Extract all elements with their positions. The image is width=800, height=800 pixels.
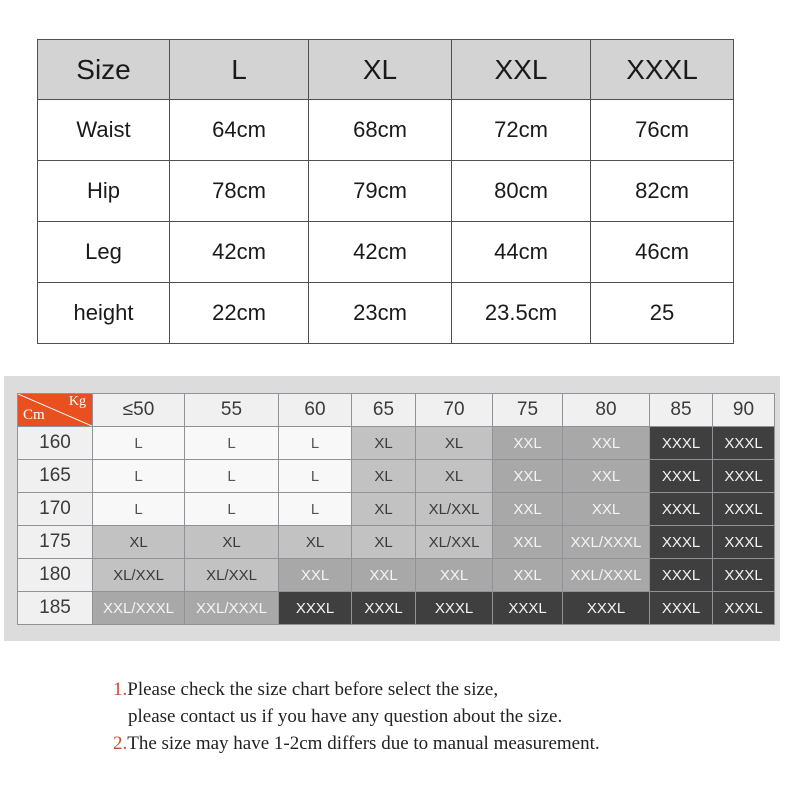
size-cell: L <box>185 460 279 493</box>
size-cell: XXXL <box>650 526 713 559</box>
size-header-xl: XL <box>309 40 452 100</box>
note-1-number: 1. <box>113 679 128 700</box>
size-cell: L <box>279 427 352 460</box>
size-cell: XL/XXL <box>93 559 185 592</box>
chart-row <box>18 592 775 625</box>
note-1-text: Please check the size chart before select the size, <box>127 679 499 700</box>
size-cell: XXXL <box>713 526 775 559</box>
kg-unit-label: Kg <box>68 394 86 409</box>
weight-header-cell: 80 <box>563 394 650 427</box>
size-cell: XXL/XXXL <box>563 526 650 559</box>
size-cell: L <box>93 460 185 493</box>
size-cell: XL <box>279 526 352 559</box>
table-cell: 46cm <box>591 222 734 283</box>
size-cell: L <box>185 493 279 526</box>
size-header-l: L <box>170 40 309 100</box>
chart-row <box>18 526 775 559</box>
height-weight-chart <box>17 393 775 625</box>
size-cell: XXXL <box>713 493 775 526</box>
size-cell: XXXL <box>650 427 713 460</box>
table-cell: 80cm <box>452 161 591 222</box>
height-label-cell: 165 <box>18 460 93 493</box>
row-label: height <box>38 283 170 344</box>
size-cell: XL <box>352 493 416 526</box>
size-cell: XXXL <box>713 559 775 592</box>
table-cell: 23cm <box>309 283 452 344</box>
size-cell: XXXL <box>279 592 352 625</box>
height-label-cell: 185 <box>18 592 93 625</box>
size-cell: XXL <box>493 460 563 493</box>
size-cell: L <box>185 427 279 460</box>
weight-header-cell: 55 <box>185 394 279 427</box>
table-cell: 42cm <box>170 222 309 283</box>
size-cell: XXL/XXXL <box>185 592 279 625</box>
size-notes <box>113 676 600 757</box>
size-cell: XXXL <box>713 592 775 625</box>
size-cell: XL <box>416 427 493 460</box>
weight-header-cell: 70 <box>416 394 493 427</box>
note-2-number: 2. <box>113 733 128 754</box>
size-cell: XL <box>93 526 185 559</box>
table-cell: 64cm <box>170 100 309 161</box>
cm-unit-label: Cm <box>23 407 45 423</box>
weight-header-cell: 85 <box>650 394 713 427</box>
size-header-xxxl: XXXL <box>591 40 734 100</box>
size-cell: XL <box>352 427 416 460</box>
table-cell: 44cm <box>452 222 591 283</box>
chart-corner-cell <box>18 394 93 427</box>
size-cell: XXL <box>493 493 563 526</box>
note-2 <box>113 730 600 757</box>
table-cell: 76cm <box>591 100 734 161</box>
table-cell: 72cm <box>452 100 591 161</box>
size-cell: XXXL <box>416 592 493 625</box>
size-cell: XXL <box>493 427 563 460</box>
size-table-header-row <box>38 40 734 100</box>
weight-header-cell: ≤50 <box>93 394 185 427</box>
size-cell: XXL <box>563 493 650 526</box>
height-label-cell: 160 <box>18 427 93 460</box>
table-cell: 23.5cm <box>452 283 591 344</box>
size-cell: XXXL <box>650 460 713 493</box>
size-cell: XXL <box>493 526 563 559</box>
chart-header-row <box>18 394 775 427</box>
size-cell: XL <box>352 460 416 493</box>
height-label-cell: 180 <box>18 559 93 592</box>
table-cell: 42cm <box>309 222 452 283</box>
size-cell: XL <box>352 526 416 559</box>
size-cell: XL/XXL <box>185 559 279 592</box>
height-label-cell: 170 <box>18 493 93 526</box>
size-table-row-leg <box>38 222 734 283</box>
size-cell: XXXL <box>563 592 650 625</box>
height-label-cell: 175 <box>18 526 93 559</box>
size-measurement-table <box>37 39 734 344</box>
size-cell: XXXL <box>650 493 713 526</box>
size-cell: XXXL <box>650 592 713 625</box>
size-cell: XL/XXL <box>416 493 493 526</box>
table-cell: 79cm <box>309 161 452 222</box>
chart-row <box>18 427 775 460</box>
weight-header-cell: 65 <box>352 394 416 427</box>
table-cell: 22cm <box>170 283 309 344</box>
size-cell: L <box>279 493 352 526</box>
size-cell: XXL <box>493 559 563 592</box>
size-cell: XXL <box>352 559 416 592</box>
size-cell: XXXL <box>493 592 563 625</box>
weight-header-cell: 60 <box>279 394 352 427</box>
size-cell: XXXL <box>352 592 416 625</box>
size-table-row-hip <box>38 161 734 222</box>
table-cell: 68cm <box>309 100 452 161</box>
note-2-text: The size may have 1-2cm differs due to manual measurement. <box>127 733 600 754</box>
row-label: Leg <box>38 222 170 283</box>
size-cell: XXL/XXXL <box>93 592 185 625</box>
weight-header-cell: 90 <box>713 394 775 427</box>
table-cell: 78cm <box>170 161 309 222</box>
size-cell: XXL <box>279 559 352 592</box>
size-header-xxl: XXL <box>452 40 591 100</box>
chart-row <box>18 493 775 526</box>
size-cell: XL/XXL <box>416 526 493 559</box>
size-cell: XXXL <box>713 460 775 493</box>
table-cell: 82cm <box>591 161 734 222</box>
height-weight-chart-panel <box>4 376 780 641</box>
size-cell: L <box>93 427 185 460</box>
note-1 <box>113 676 600 703</box>
size-cell: XL <box>416 460 493 493</box>
size-cell: L <box>93 493 185 526</box>
chart-row <box>18 460 775 493</box>
weight-header-cell: 75 <box>493 394 563 427</box>
size-cell: XXL/XXXL <box>563 559 650 592</box>
chart-row <box>18 559 775 592</box>
size-table-row-height <box>38 283 734 344</box>
size-cell: XXXL <box>650 559 713 592</box>
note-1-continuation: please contact us if you have any question about the size. <box>128 706 563 727</box>
size-cell: XXL <box>563 427 650 460</box>
size-cell: L <box>279 460 352 493</box>
size-cell: XXXL <box>713 427 775 460</box>
size-header-label: Size <box>38 40 170 100</box>
row-label: Waist <box>38 100 170 161</box>
size-table-row-waist <box>38 100 734 161</box>
row-label: Hip <box>38 161 170 222</box>
size-cell: XXL <box>416 559 493 592</box>
size-cell: XXL <box>563 460 650 493</box>
size-cell: XL <box>185 526 279 559</box>
table-cell: 25 <box>591 283 734 344</box>
